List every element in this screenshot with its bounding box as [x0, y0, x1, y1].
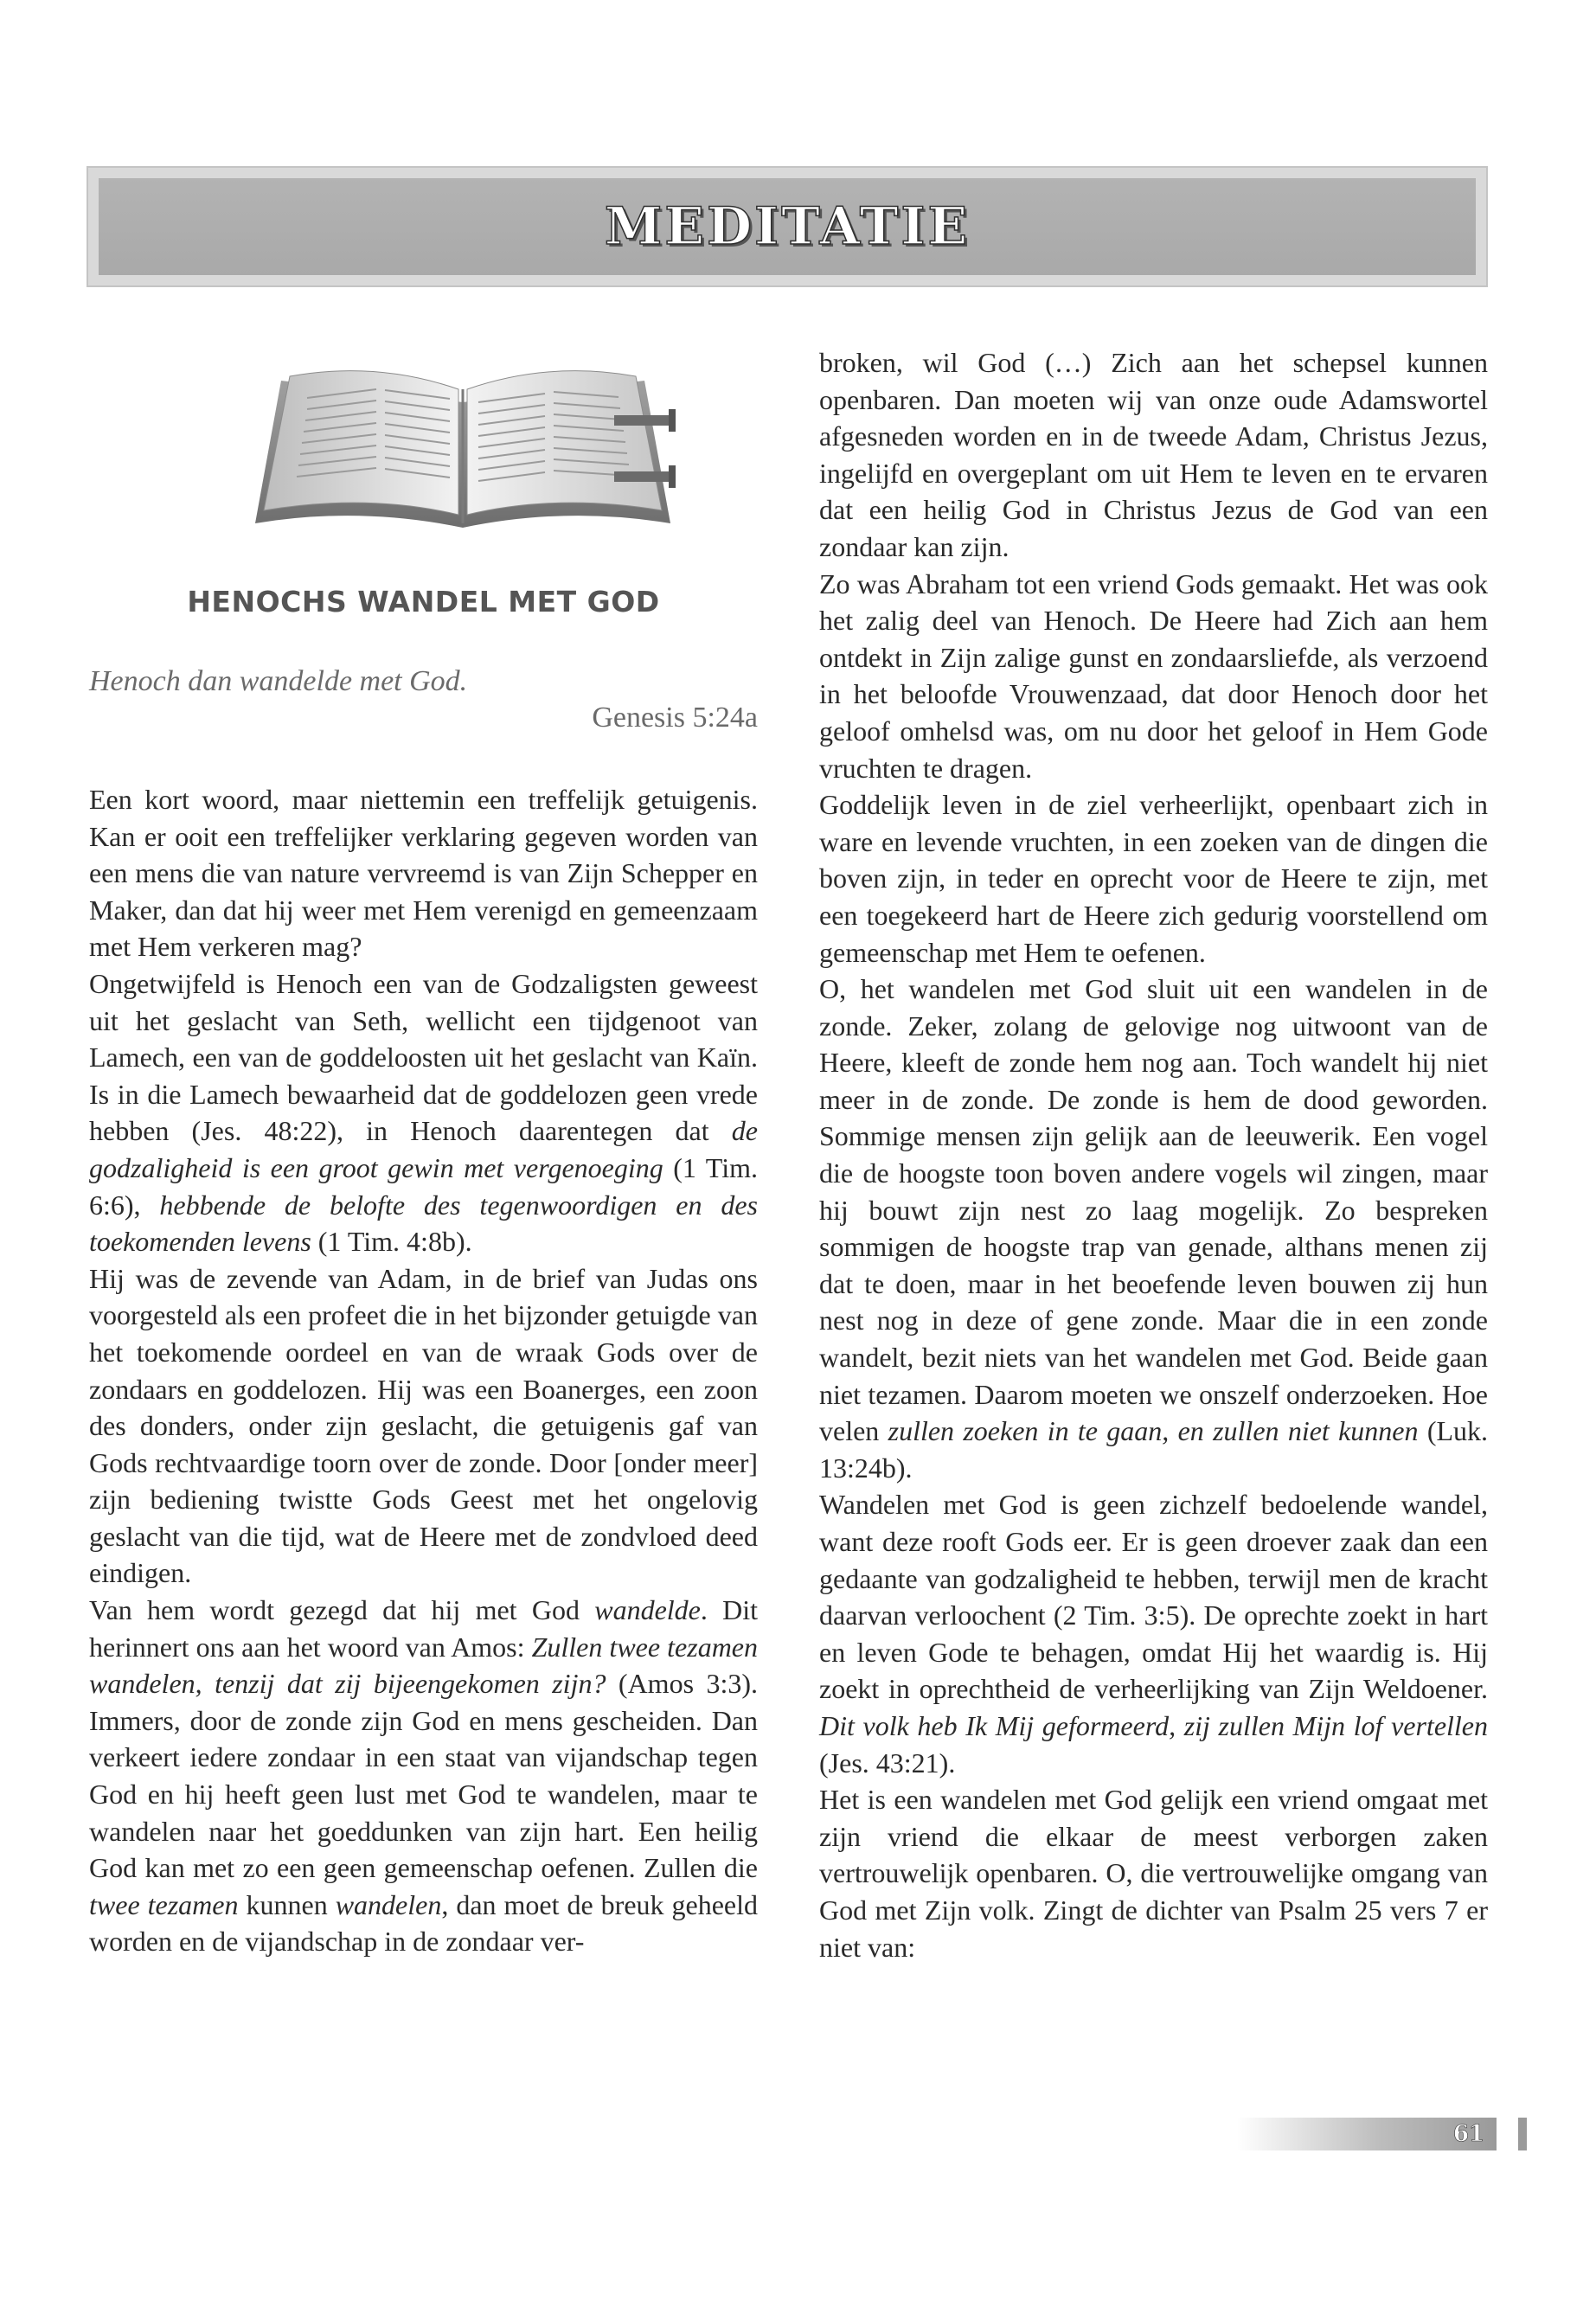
- emphasis: wandelen: [335, 1888, 442, 1920]
- section-title: MEDITATIE: [604, 196, 971, 257]
- section-banner-inner: [99, 178, 1476, 275]
- text-run: (1 Tim. 6:6),: [89, 1151, 758, 1221]
- paragraph: Zo was Abraham tot een vriend Gods gemaakt. Het was ook het zalig deel van Henoch. De Heere had Zich aan hem ontdekt in Zijn zalige gunst en zondaarsliefde, als verzoend in het beloofde Vrouwenzaad, dat door Henoch door het geloof omhelsd was, om nu door het geloof in Hem Gode vruchten te dragen.: [819, 567, 1488, 784]
- page-number-bar-cap: [1518, 2118, 1527, 2150]
- paragraph: [89, 1592, 758, 1960]
- text-run: (Jes. 43:21).: [819, 1747, 956, 1779]
- open-bible-icon: [247, 342, 679, 536]
- text-run: (Amos 3:3). Immers, door de zonde zijn God en mens gescheiden. Dan verkeert iedere zondaar in een staat van vijandschap tegen God en hij heeft geen lust met God te wandelen, maar te wandelen naar het goeddunken van zijn hart. Een heilig God kan met zo een geen gemeenschap oefenen. Zullen die: [89, 1668, 759, 1884]
- text-run: O, het wandelen met God sluit uit een wandelen in de zonde. Zeker, zolang de gelovige nog uitwoont van de Heere, kleeft de zonde hem nog aan. Toch wandelt hij niet meer in de zonde. De zonde is hem de dood geworden. Sommige mensen zijn gelijk aan de leeuwerik. Een vogel die de hoogste toon boven andere vogels wil zingen, maar hij bouwt zijn nest zo laag mogelijk. Zo bespreken sommigen de hoogste trap van genade, althans menen zij dat te doen, maar in het beoefende leven bouwen zij hun nest nog in deze of gene zonde. Maar die in een zonde wandelt, bezit niets van het wandelen met God. Beide gaan niet tezamen. Daarom moeten we onszelf onderzoeken. Hoe velen: [819, 973, 1488, 1447]
- paragraph: broken, wil God (…) Zich aan het schepsel kunnen openbaren. Dan moeten wij van onze oude Adamswortel afgesneden worden en in de tweede Adam, Christus Jezus, ingelijfd en overgeplant om uit Hem te leven en te ervaren dat een heilig God in Christus Jezus de God van een zondaar kan zijn.: [819, 347, 1488, 562]
- left-column-text: [89, 781, 758, 1960]
- scripture-quote: de godzaligheid is een groot gewin met vergenoeging: [89, 1115, 758, 1183]
- text-run: (1 Tim. 4:8b).: [311, 1226, 472, 1258]
- right-column-text: [819, 344, 1488, 1965]
- page-number: 61: [1452, 2121, 1484, 2147]
- text-run: Wandelen met God is geen zichzelf bedoelende wandel, want deze rooft Gods eer. Er is geen droever zaak dan een gedaante van godzaligheid te hebben, terwijl men de kracht daarvan verloochent (2 Tim. 3:5). De oprechte zoekt in hart en leven Gode te behagen, omdat Hij het waardig is. Hij zoekt in oprechtheid de verheerlijking van Zijn Weldoener.: [819, 1489, 1488, 1705]
- paragraph: Een kort woord, maar niettemin een treffelijk getuigenis. Kan er ooit een treffelijker verklaring gegeven worden van een mens die van nature vervreemd is van Zijn Schepper en Maker, dan dat hij weer met Hem verenigd en gemeenzaam met Hem verkeren mag?: [89, 784, 758, 963]
- paragraph: Hij was de zevende van Adam, in de brief van Judas ons voorgesteld als een profeet die in het bijzonder getuigde van het toekomende oordeel en van de wraak Gods over de zondaars en goddelozen. Hij was een Boanerges, een zoon des donders, onder zijn geslacht, die getuigenis gaf van Gods rechtvaardige toorn over de zonde. Door [onder meer] zijn bediening twistte Gods Geest met het ongelovig geslacht van die tijd, wat de Heere met de zondvloed deed eindigen.: [89, 1262, 758, 1589]
- epigraph: [89, 663, 758, 736]
- text-run: Van hem wordt gezegd dat hij met God: [89, 1594, 595, 1626]
- paragraph: [819, 971, 1488, 1486]
- epigraph-quote: Henoch dan wandelde met God.: [89, 665, 468, 697]
- text-run: (Luk. 13:24b).: [819, 1415, 1489, 1484]
- paragraph: Het is een wandelen met God gelijk een vriend omgaat met zijn vriend die elkaar de meest verborgen zaken vertrouwelijk openbaren. O, die vertrouwelijke omgang van God met Zijn volk. Zingt de dichter van Psalm 25 vers 7 er niet van:: [819, 1784, 1488, 1963]
- text-run: Ongetwijfeld is Henoch een van de Godzaligsten geweest uit het geslacht van Seth, wellicht een tijdgenoot van Lamech, een van de goddeloosten uit het geslacht van Kaïn. Is in die Lamech bewaarheid dat de goddelozen geen vrede hebben (Jes. 48:22), in Henoch daarentegen dat: [89, 967, 758, 1147]
- scripture-quote: Zullen twee tezamen wandelen, tenzij dat zij bijeengekomen zijn?: [89, 1631, 759, 1700]
- emphasis: wandelde: [594, 1594, 701, 1626]
- epigraph-reference: Genesis 5:24a: [592, 702, 758, 734]
- paragraph: Goddelijk leven in de ziel verheerlijkt, openbaart zich in ware en levende vruchten, in een zoeken van de dingen die boven zijn, in teder en oprecht voor de Heere te zijn, met een toegekeerd hart de Heere zich gedurig voorstellend om gemeenschap met Hem te oefenen.: [819, 789, 1488, 968]
- paragraph: [819, 1486, 1488, 1781]
- paragraph: [89, 965, 758, 1260]
- scripture-quote: zullen zoeken in te gaan, en zullen niet kunnen: [888, 1415, 1419, 1447]
- emphasis: twee tezamen: [89, 1888, 239, 1920]
- text-run: . Dit herinnert ons aan het woord van Amos:: [89, 1594, 759, 1663]
- scripture-quote: hebbende de belofte des tegenwoordigen en des toekomenden levens: [89, 1189, 759, 1258]
- article-title: HENOCHS WANDEL MET GOD: [187, 585, 660, 619]
- section-banner: [87, 166, 1488, 287]
- scripture-quote: Dit volk heb Ik Mij geformeerd, zij zullen Mijn lof vertellen: [819, 1709, 1488, 1741]
- text-run: , dan moet de breuk geheeld worden en de vijandschap in de zondaar ver-: [89, 1888, 759, 1958]
- page-number-bar: [1237, 2118, 1497, 2150]
- text-run: kunnen: [238, 1888, 336, 1920]
